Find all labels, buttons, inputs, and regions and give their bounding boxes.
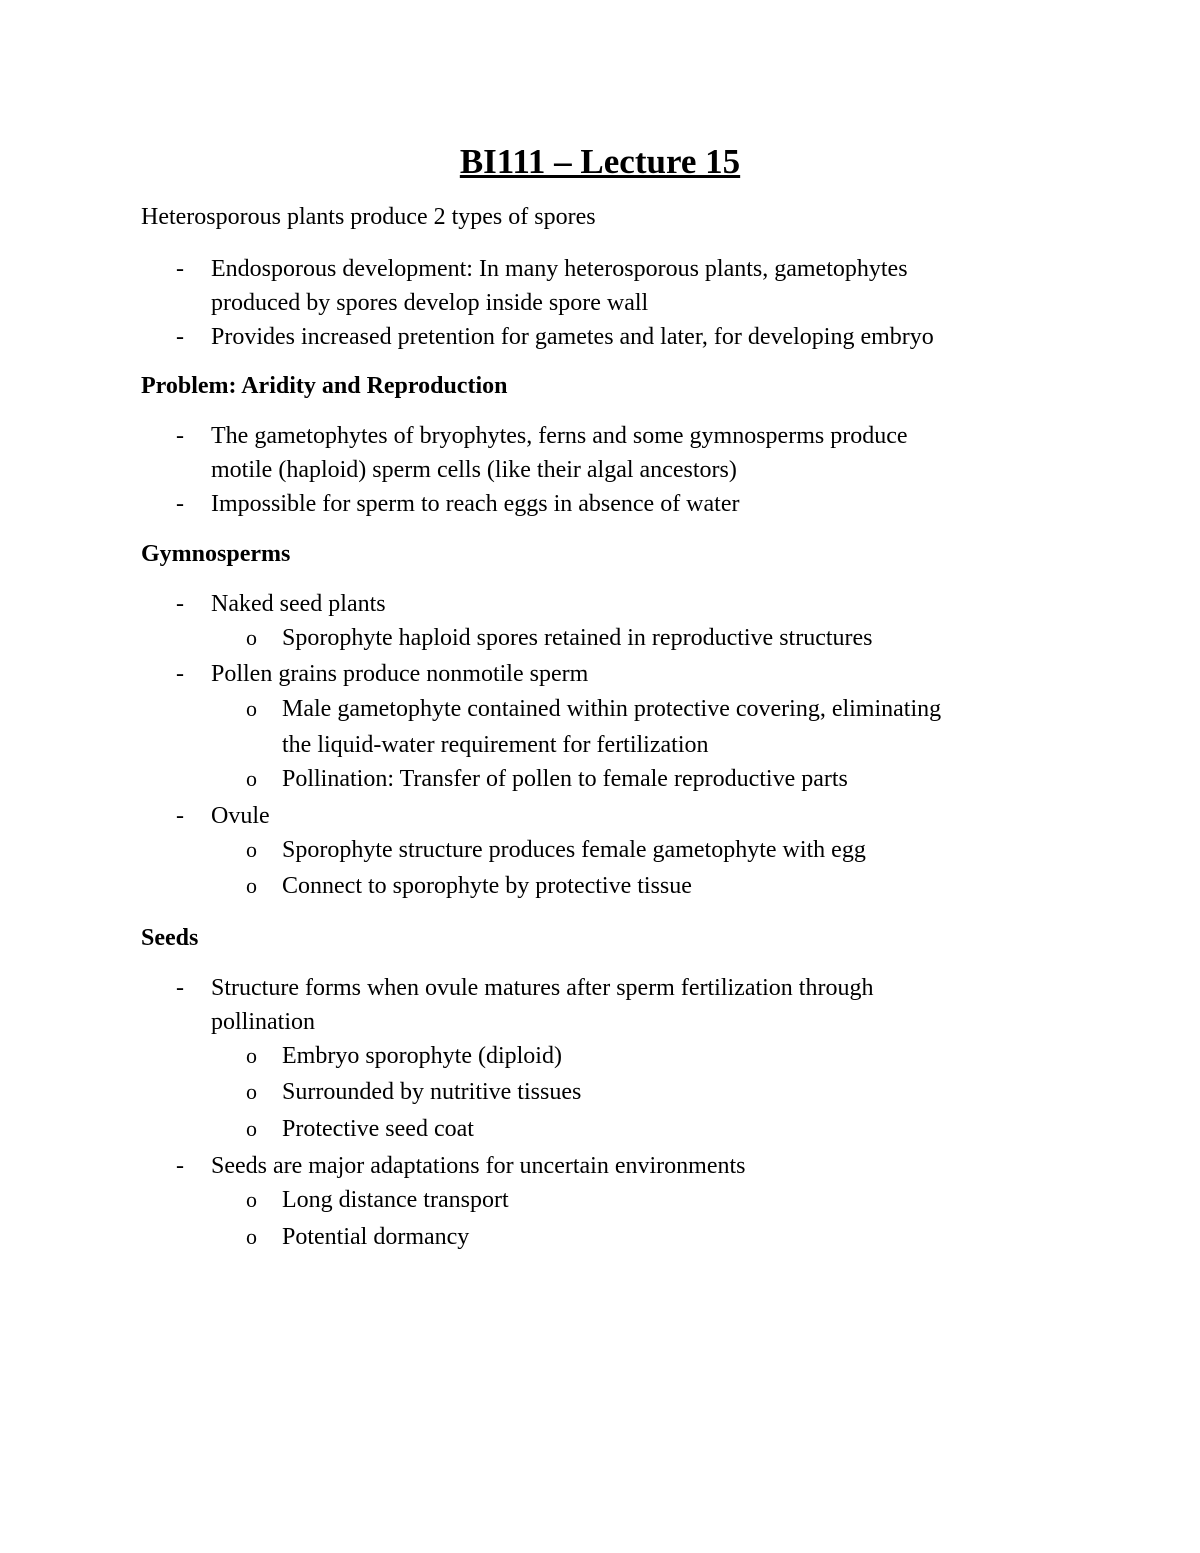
bullet-circle: o [246,1079,257,1104]
list-item: Endosporous development: In many heterosporous plants, gametophytes [211,256,908,282]
bullet-dash: - [176,423,184,449]
bullet-dash: - [176,975,184,1001]
bullet-circle: o [246,837,257,862]
section-heading-seeds: Seeds [141,925,199,951]
list-item: Provides increased pretention for gametes and later, for developing embryo [211,324,934,350]
sub-list-item: Sporophyte structure produces female gametophyte with egg [282,837,866,863]
bullet-circle: o [246,873,257,898]
bullet-circle: o [246,1187,257,1212]
bullet-dash: - [176,661,184,687]
sub-list-item: Embryo sporophyte (diploid) [282,1043,562,1069]
bullet-dash: - [176,591,184,617]
list-item: The gametophytes of bryophytes, ferns and some gymnosperms produce [211,423,908,449]
list-item: Impossible for sperm to reach eggs in absence of water [211,491,740,517]
section-heading-gymnosperms: Gymnosperms [141,541,291,567]
bullet-dash: - [176,324,184,350]
bullet-circle: o [246,1043,257,1068]
sub-list-item: Surrounded by nutritive tissues [282,1079,582,1105]
list-item: Naked seed plants [211,591,386,617]
sub-list-item: Connect to sporophyte by protective tissue [282,873,692,899]
intro-text: Heterosporous plants produce 2 types of spores [141,204,596,230]
bullet-circle: o [246,696,257,721]
section-heading-aridity: Problem: Aridity and Reproduction [141,373,508,399]
sub-list-item: Long distance transport [282,1187,509,1213]
bullet-dash: - [176,803,184,829]
sub-list-item: Sporophyte haploid spores retained in reproductive structures [282,625,873,651]
bullet-dash: - [176,491,184,517]
list-item: Pollen grains produce nonmotile sperm [211,661,589,687]
bullet-circle: o [246,766,257,791]
list-item: Structure forms when ovule matures after sperm fertilization through [211,975,874,1001]
list-item-continuation: pollination [211,1009,315,1035]
sub-list-item: Protective seed coat [282,1116,474,1142]
sub-list-item: Pollination: Transfer of pollen to female reproductive parts [282,766,848,792]
page-title: BI111 – Lecture 15 [459,142,741,181]
bullet-dash: - [176,256,184,282]
list-item: Ovule [211,803,270,829]
sub-list-item: Male gametophyte contained within protective covering, eliminating [282,696,942,722]
bullet-circle: o [246,1224,257,1249]
bullet-circle: o [246,1116,257,1141]
sub-list-item-continuation: the liquid-water requirement for fertilization [282,732,709,758]
bullet-circle: o [246,625,257,650]
list-item-continuation: produced by spores develop inside spore wall [211,290,649,316]
list-item-continuation: motile (haploid) sperm cells (like their algal ancestors) [211,457,737,483]
list-item: Seeds are major adaptations for uncertain environments [211,1153,746,1179]
bullet-dash: - [176,1153,184,1179]
sub-list-item: Potential dormancy [282,1224,470,1250]
